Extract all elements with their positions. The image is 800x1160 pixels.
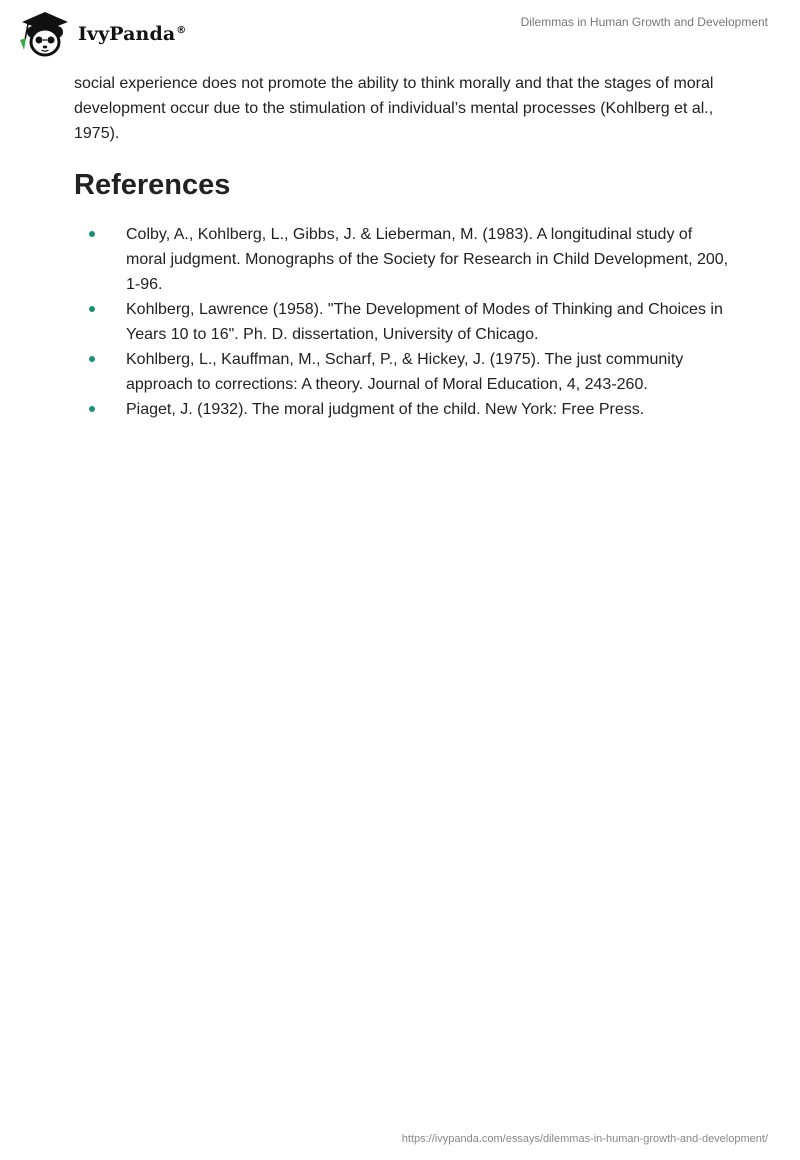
reference-text: Piaget, J. (1932). The moral judgment of the child. New York: Free Press. xyxy=(126,401,645,418)
bullet-icon xyxy=(89,306,95,312)
reference-item xyxy=(74,397,734,422)
references-heading: References xyxy=(74,169,231,201)
reference-item xyxy=(74,297,734,347)
body-paragraph: social experience does not promote the ability to think morally and that the stages of moral development occur due to the stimulation of individual’s mental processes (Kohlberg et al., 1975). xyxy=(74,75,714,142)
panda-graduate-icon xyxy=(14,8,76,58)
reference-text: Colby, A., Kohlberg, L., Gibbs, J. & Lieberman, M. (1983). A longitudinal study of moral judgment. Monographs of the Society for Research in Child Development, 200, 1-96. xyxy=(126,226,729,293)
logo-wordmark: IvyPanda® xyxy=(78,23,187,45)
reference-item xyxy=(74,347,734,397)
source-url[interactable]: https://ivypanda.com/essays/dilemmas-in-human-growth-and-development/ xyxy=(401,1133,768,1145)
bullet-icon xyxy=(89,406,95,412)
reference-text: Kohlberg, L., Kauffman, M., Scharf, P., & Hickey, J. (1975). The just community approach to corrections: A theory. Journal of Moral Education, 4, 243-260. xyxy=(126,351,684,393)
references-list xyxy=(74,222,734,422)
reference-item xyxy=(74,222,734,297)
bullet-icon xyxy=(89,356,95,362)
reference-text: Kohlberg, Lawrence (1958). "The Development of Modes of Thinking and Choices in Years 10 to 16". Ph. D. dissertation, University of Chicago. xyxy=(126,301,723,343)
essay-content xyxy=(74,71,734,422)
ivypanda-logo[interactable] xyxy=(14,8,186,58)
document-title: Dilemmas in Human Growth and Development xyxy=(520,15,768,29)
registered-mark: ® xyxy=(176,24,187,36)
page-header xyxy=(0,0,800,66)
bullet-icon xyxy=(89,231,95,237)
